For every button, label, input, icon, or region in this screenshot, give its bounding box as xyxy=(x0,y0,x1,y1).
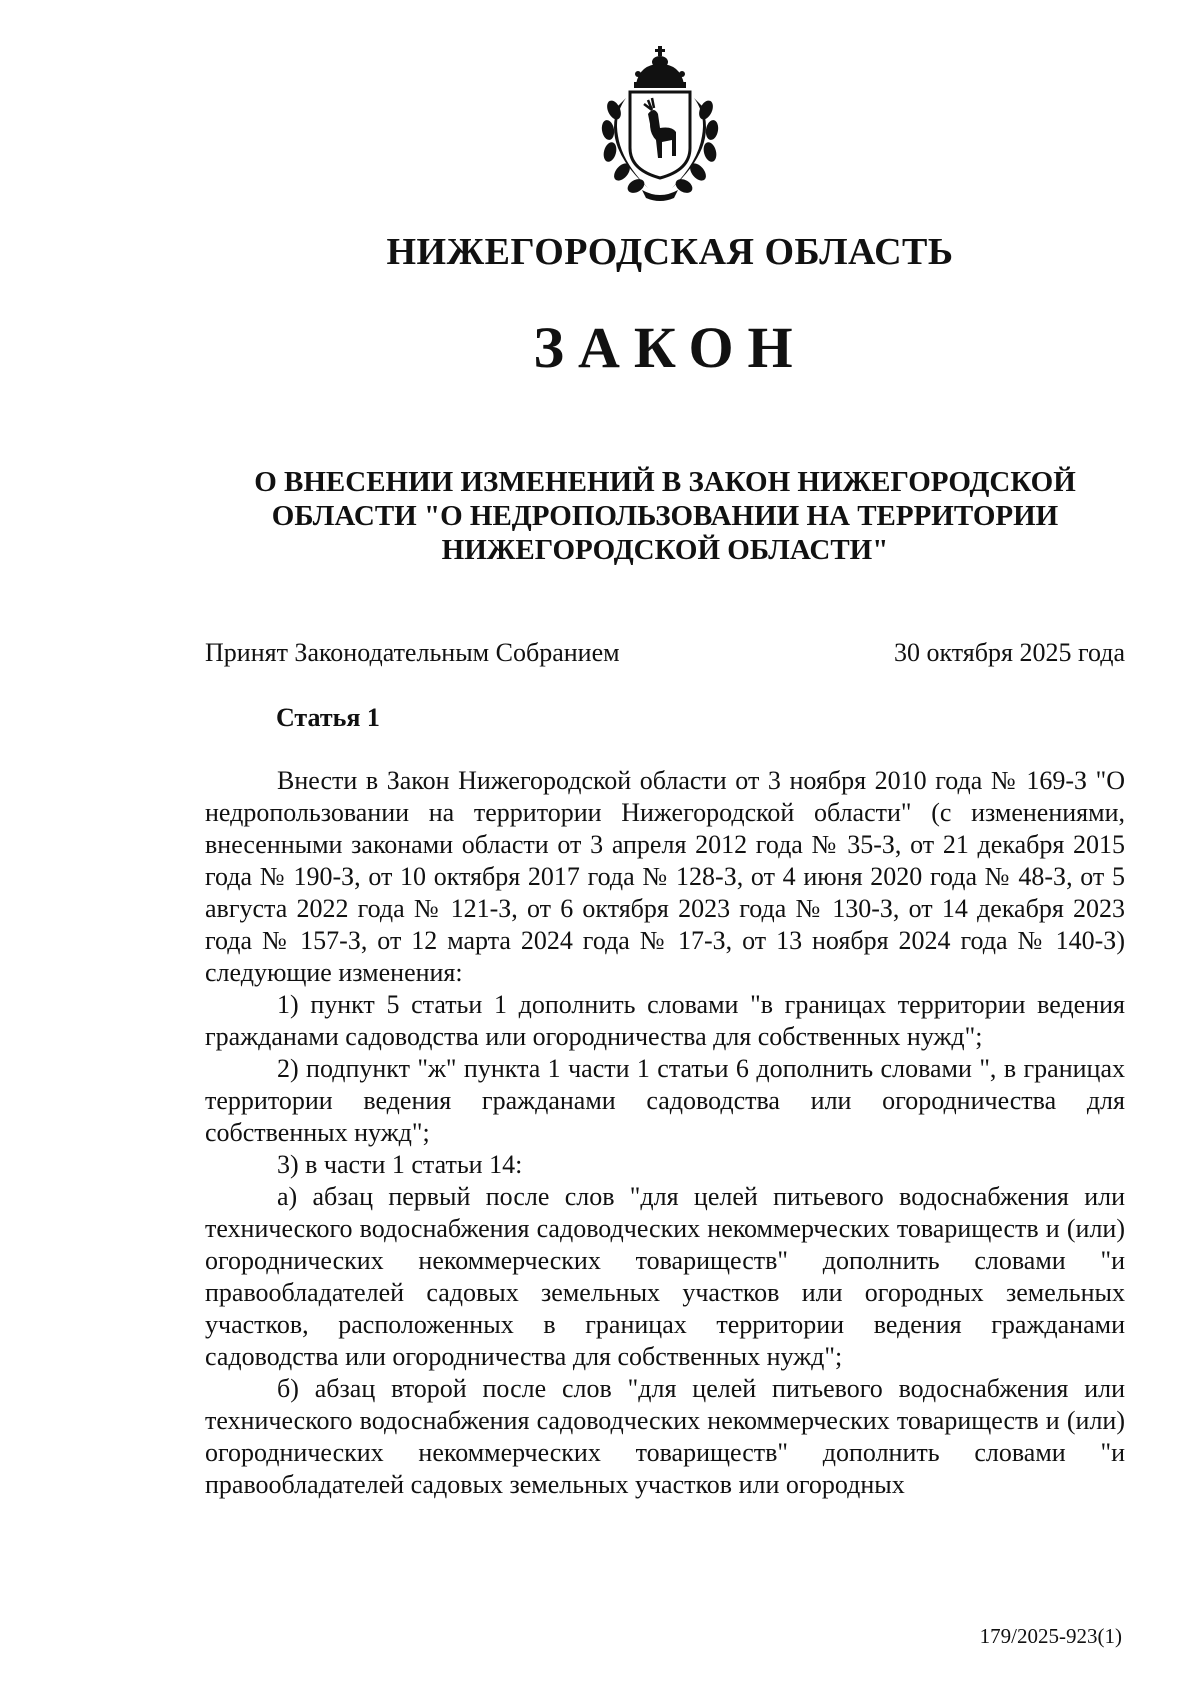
article-heading: Статья 1 xyxy=(276,703,380,732)
adoption-line xyxy=(205,638,1125,668)
law-title-line: НИЖЕГОРОДСКОЙ ОБЛАСТИ" xyxy=(441,534,889,566)
article-paragraph: 2) подпункт "ж" пункта 1 части 1 статьи 6 дополнить словами ", в границах территории ведения гражданами садоводства или огородничества для собственных нужд"; xyxy=(205,1054,1125,1147)
document-number: 179/2025-923(1) xyxy=(979,1624,1122,1648)
article-paragraph: 1) пункт 5 статьи 1 дополнить словами "в границах территории ведения гражданами садоводства или огородничества для собственных нужд"; xyxy=(205,990,1125,1051)
region-name: НИЖЕГОРОДСКАЯ ОБЛАСТЬ xyxy=(386,231,954,273)
article-paragraph: 3) в части 1 статьи 14: xyxy=(277,1150,523,1179)
document-type: ЗАКОН xyxy=(533,315,807,380)
article-body xyxy=(205,765,1125,1501)
law-title xyxy=(250,465,1080,567)
article-paragraph: Внести в Закон Нижегородской области от 3 ноября 2010 года № 169-З "О недропользовании на территории Нижегородской области" (с изменениями, внесенными законами области от 3 апреля 2012 года № 35-З, от 21 декабря 2015 года № 190-З, от 10 октября 2017 года № 128-З, от 4 июня 2020 года № 48-З, от 5 августа 2022 года № 121-З, от 6 октября 2023 года № 130-З, от 14 декабря 2023 года № 157-З, от 12 марта 2024 года № 17-З, от 13 ноября 2024 года № 140-З) следующие изменения: xyxy=(205,766,1125,987)
article-paragraph: б) абзац второй после слов "для целей питьевого водоснабжения или технического водоснабжения садоводческих некоммерческих товариществ и (или) огороднических некоммерческих товариществ" дополнить словами "и правообладателей садовых земельных участков или огородных xyxy=(205,1374,1125,1499)
adopted-by: Принят Законодательным Собранием xyxy=(205,638,620,667)
law-title-line: ОБЛАСТИ "О НЕДРОПОЛЬЗОВАНИИ НА ТЕРРИТОРИИ xyxy=(271,500,1059,532)
law-title-line: О ВНЕСЕНИИ ИЗМЕНЕНИЙ В ЗАКОН НИЖЕГОРОДСКОЙ xyxy=(254,466,1076,498)
adoption-date: 30 октября 2025 года xyxy=(894,638,1125,667)
article-paragraph: а) абзац первый после слов "для целей питьевого водоснабжения или технического водоснабжения садоводческих некоммерческих товариществ и (или) огороднических некоммерческих товариществ" дополнить словами "и правообладателей садовых земельных участков или огородных земельных участков, расположенных в границах территории ведения гражданами садоводства или огородничества для собственных нужд"; xyxy=(205,1182,1125,1371)
coat-of-arms-emblem xyxy=(592,44,752,204)
